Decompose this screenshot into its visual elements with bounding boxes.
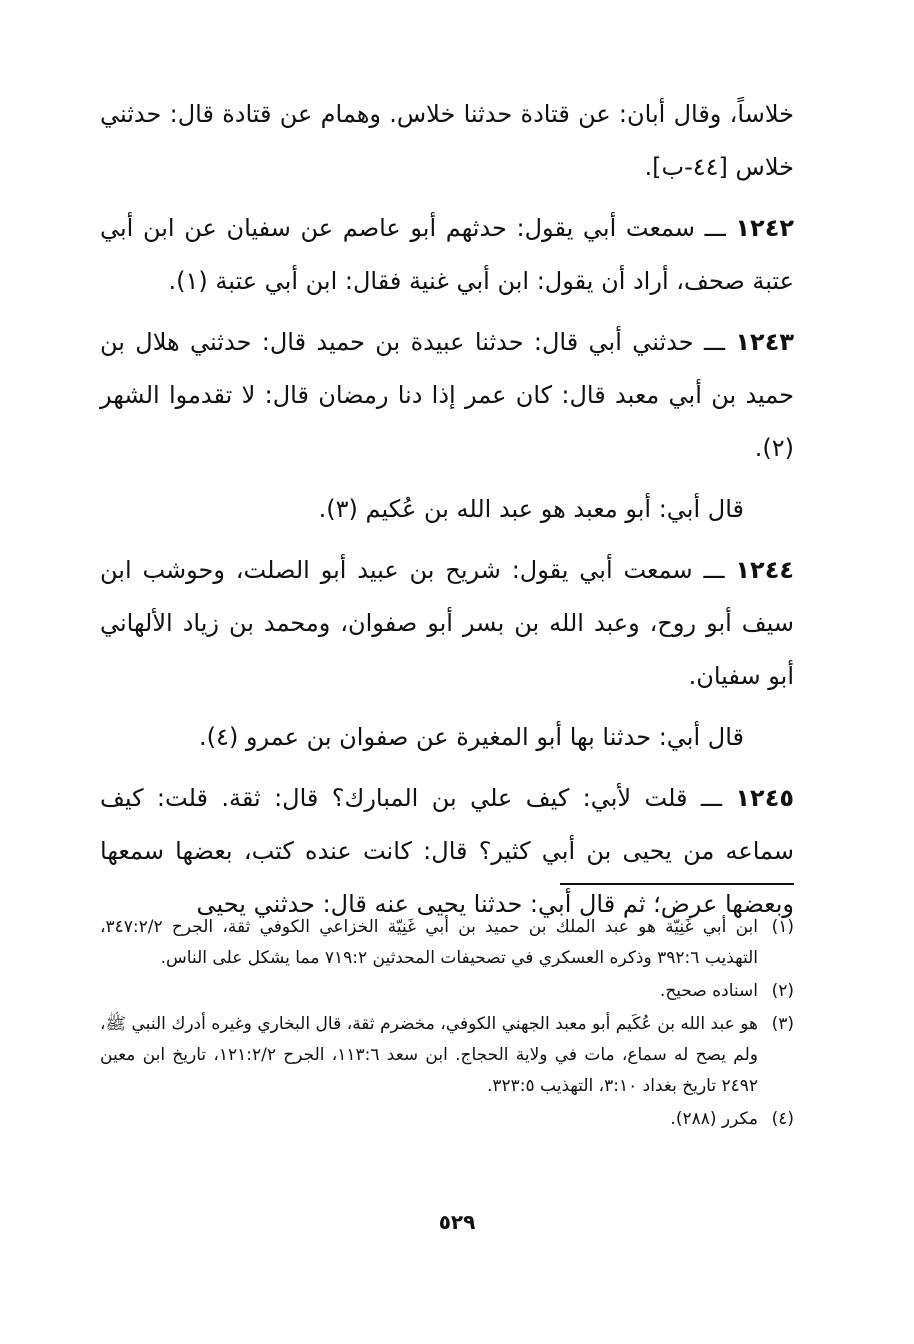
entry-number: ١٢٤٣ xyxy=(735,328,794,356)
footnote-text: اسناده صحيح. xyxy=(659,981,758,1001)
footnote-1 xyxy=(100,912,794,974)
entry-number: ١٢٤٤ xyxy=(735,556,794,584)
paragraph-text: ـــ حدثني أبي قال: حدثنا عبيدة بن حميد قال: حدثني هلال بن حميد بن أبي معبد قال: كان عمر إذا دنا رمضان قال: لا تقدموا الشهر (٢). xyxy=(100,328,794,462)
footnote-number: (٢) xyxy=(771,981,794,1001)
paragraph-text: ـــ سمعت أبي يقول: حدثهم أبو عاصم عن سفيان عن ابن أبي عتبة صحف، أراد أن يقول: ابن أبي غنية فقال: ابن أبي عتبة (١). xyxy=(100,214,794,295)
paragraph-note xyxy=(100,711,794,764)
footnote-number: (٣) xyxy=(771,1014,794,1034)
footnote-number: (٤) xyxy=(771,1109,794,1129)
paragraph-text: قال أبي: أبو معبد هو عبد الله بن عُكيم (٣). xyxy=(318,495,744,523)
footnote-text: ابن أبي غَنِيّة هو عبد الملك بن حميد بن أبي غَنِيّة الخزاعي الكوفي ثقة، الجرح ٣٤٧:٢/٢، التهذيب ٣٩٢:٦ وذكره العسكري في تصحيفات المحدثين ٧١٩:٢ مما يشكل على الناس. xyxy=(100,917,758,968)
footnote-4 xyxy=(100,1104,794,1135)
paragraph-1245 xyxy=(100,772,794,931)
paragraph-text: ـــ قلت لأبي: كيف علي بن المبارك؟ قال: ثقة. قلت: كيف سماعه من يحيى بن أبي كثير؟ قال: كانت عنده كتب، بعضها سمعها وبعضها عرض؛ ثم قال أبي: حدثنا يحيى عنه قال: حدثني يحيى xyxy=(100,784,794,918)
footnotes xyxy=(100,912,794,1137)
paragraph-note xyxy=(100,483,794,536)
footnote-text: مكرر (٢٨٨). xyxy=(670,1109,758,1129)
footnote-text: هو عبد الله بن عُكَيم أبو معبد الجهني الكوفي، مخضرم ثقة، قال البخاري وغيره أدرك النبي ﷺ، ولم يصح له سماع، مات في ولاية الحجاج. ابن سعد ١١٣:٦، الجرح ١٢١:٢/٢، تاريخ ابن معين ٢٤٩٢ تاريخ بغداد ٣:١٠، التهذيب ٣٢٣:٥. xyxy=(100,1014,758,1096)
paragraph-1244 xyxy=(100,544,794,703)
paragraph-continuation xyxy=(100,88,794,194)
paragraph-1243 xyxy=(100,316,794,475)
footnote-2 xyxy=(100,976,794,1007)
paragraph-text: خلاساً، وقال أبان: عن قتادة حدثنا خلاس. وهمام عن قتادة قال: حدثني خلاس [٤٤-ب]. xyxy=(100,100,794,181)
entry-number: ١٢٤٢ xyxy=(735,214,794,242)
entry-number: ١٢٤٥ xyxy=(735,784,794,812)
footnote-3 xyxy=(100,1009,794,1102)
footnote-number: (١) xyxy=(771,917,794,937)
paragraph-text: ـــ سمعت أبي يقول: شريح بن عبيد أبو الصلت، وحوشب ابن سيف أبو روح، وعبد الله بن بسر أبو صفوان، ومحمد بن زياد الألهاني أبو سفيان. xyxy=(100,556,794,690)
footnote-separator xyxy=(560,883,794,885)
paragraph-text: قال أبي: حدثنا بها أبو المغيرة عن صفوان بن عمرو (٤). xyxy=(199,723,744,751)
main-text xyxy=(100,88,794,939)
paragraph-1242 xyxy=(100,202,794,308)
page-number: ٥٢٩ xyxy=(438,1210,476,1234)
